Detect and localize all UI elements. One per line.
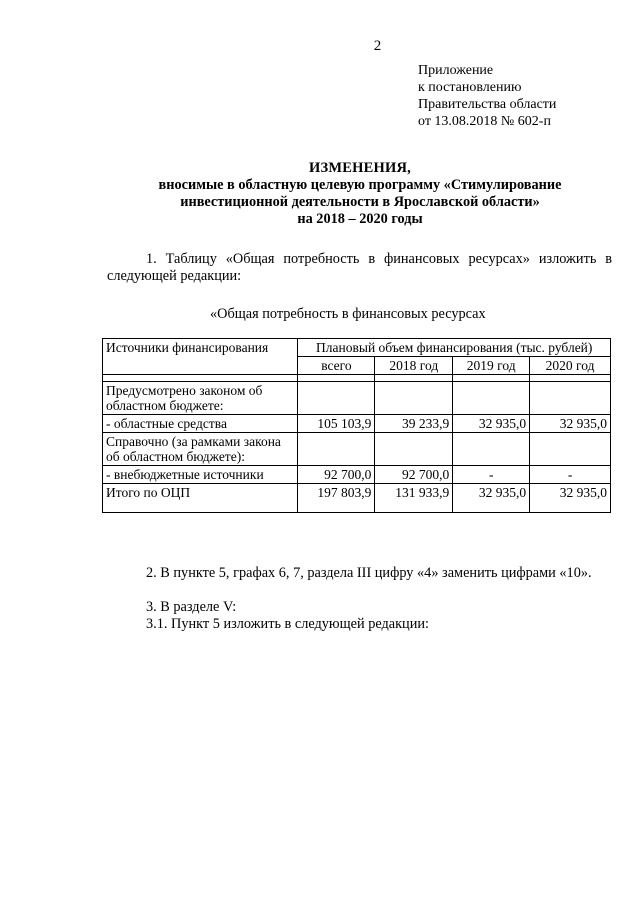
row-label: Итого по ОЦП xyxy=(103,484,298,513)
table-row xyxy=(103,415,611,433)
title-line: вносимые в областную целевую программу «Стимулирование xyxy=(158,177,562,193)
table-row xyxy=(103,382,611,415)
appendix-line: Правительства области xyxy=(418,97,557,112)
cell-total: 105 103,9 xyxy=(298,415,375,433)
row-label: Предусмотрено законом об областном бюджете: xyxy=(103,382,298,415)
cell-2020 xyxy=(530,382,611,415)
paragraph-text: 3. В разделе V: xyxy=(146,599,237,615)
document-title xyxy=(60,160,640,228)
cell-2019: 32 935,0 xyxy=(453,484,530,513)
title-main: ИЗМЕНЕНИЯ, xyxy=(309,160,411,176)
header-2019: 2019 год xyxy=(453,357,530,375)
cell-2019 xyxy=(453,433,530,466)
cell-2019: 32 935,0 xyxy=(453,415,530,433)
header-2018: 2018 год xyxy=(375,357,453,375)
cell-total xyxy=(298,433,375,466)
table-spacer-row xyxy=(103,375,611,382)
cell-2018 xyxy=(375,433,453,466)
cell-2019 xyxy=(453,382,530,415)
row-label: - областные средства xyxy=(103,415,298,433)
table-header-row xyxy=(103,339,611,357)
cell-2020: 32 935,0 xyxy=(530,484,611,513)
row-label: Справочно (за рамками закона об областном бюджете): xyxy=(103,433,298,466)
cell-total: 92 700,0 xyxy=(298,466,375,484)
appendix-line: Приложение xyxy=(418,63,494,78)
cell-2020: 32 935,0 xyxy=(530,415,611,433)
page-number: 2 xyxy=(373,38,382,54)
title-line: на 2018 – 2020 годы xyxy=(297,211,423,227)
header-plan: Плановый объем финансирования (тыс. рублей) xyxy=(298,339,611,357)
appendix-block xyxy=(418,62,556,130)
cell-total xyxy=(298,382,375,415)
cell-2020: - xyxy=(530,466,611,484)
paragraph-4 xyxy=(107,616,612,633)
financing-table xyxy=(102,338,611,513)
paragraph-text: 1. Таблицу «Общая потребность в финансовых ресурсах» изложить в следующей редакции: xyxy=(107,251,612,284)
paragraph-2 xyxy=(107,565,612,582)
cell-2018: 92 700,0 xyxy=(375,466,453,484)
header-source: Источники финансирования xyxy=(103,339,298,375)
table-row xyxy=(103,466,611,484)
row-label: - внебюджетные источники xyxy=(103,466,298,484)
cell-2018: 39 233,9 xyxy=(375,415,453,433)
paragraph-1 xyxy=(107,251,612,285)
table-caption: «Общая потребность в финансовых ресурсах xyxy=(210,306,486,322)
paragraph-3 xyxy=(107,599,612,616)
cell-2018: 131 933,9 xyxy=(375,484,453,513)
header-2020: 2020 год xyxy=(530,357,611,375)
cell-2020 xyxy=(530,433,611,466)
table-row xyxy=(103,484,611,513)
table-row xyxy=(103,433,611,466)
appendix-line: к постановлению xyxy=(418,80,522,95)
paragraph-text: 3.1. Пункт 5 изложить в следующей редакции: xyxy=(146,616,429,632)
paragraph-text: 2. В пункте 5, графах 6, 7, раздела III цифру «4» заменить цифрами «10». xyxy=(146,565,592,581)
cell-2019: - xyxy=(453,466,530,484)
appendix-line: от 13.08.2018 № 602-п xyxy=(418,114,551,129)
cell-total: 197 803,9 xyxy=(298,484,375,513)
header-total: всего xyxy=(298,357,375,375)
title-line: инвестиционной деятельности в Ярославской области» xyxy=(180,194,540,210)
cell-2018 xyxy=(375,382,453,415)
